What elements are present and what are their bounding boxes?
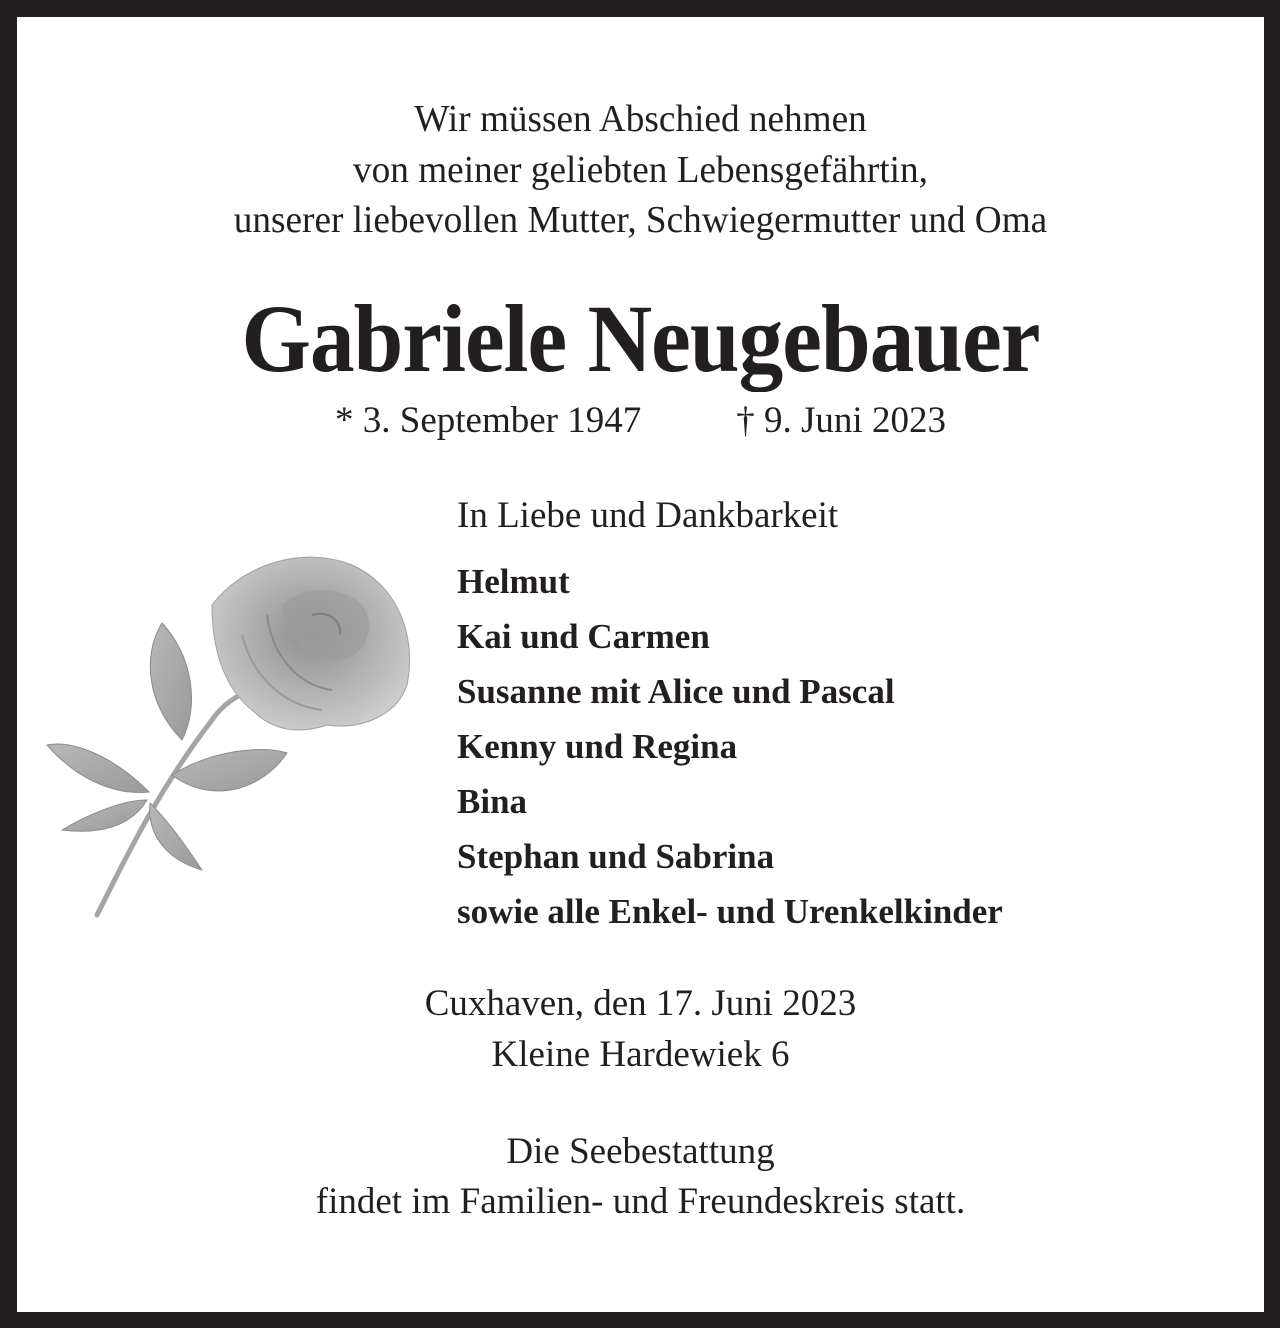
intro-line-1: Wir müssen Abschied nehmen: [414, 98, 867, 140]
place-date: Cuxhaven, den 17. Juni 2023: [424, 983, 857, 1024]
burial-line-1: Die Seebestattung: [506, 1131, 775, 1172]
birth-date: * 3. September 1947: [335, 400, 642, 441]
mourner-item: sowie alle Enkel- und Urenkelkinder: [457, 892, 1003, 931]
thanks-line: In Liebe und Dankbarkeit: [457, 495, 839, 536]
death-date: † 9. Juni 2023: [736, 400, 946, 441]
mourner-item: Kenny und Regina: [457, 727, 738, 766]
mourner-item: Helmut: [457, 562, 570, 601]
obituary-card: [17, 17, 1264, 1312]
burial-line-2: findet im Familien- und Freundeskreis statt.: [315, 1181, 966, 1222]
life-dates: [17, 399, 1264, 442]
intro-line-3: unserer liebevollen Mutter, Schwiegermutter und Oma: [233, 199, 1048, 241]
deceased-name: Gabriele Neugebauer: [241, 285, 1040, 392]
rose-icon: [42, 545, 422, 925]
mourner-item: Susanne mit Alice und Pascal: [457, 672, 895, 711]
address: Kleine Hardewiek 6: [491, 1034, 790, 1075]
mourner-item: Stephan und Sabrina: [457, 837, 775, 876]
intro-line-2: von meiner geliebten Lebensgefährtin,: [353, 149, 928, 191]
mourner-item: Kai und Carmen: [457, 617, 710, 656]
mourner-item: Bina: [457, 782, 528, 821]
